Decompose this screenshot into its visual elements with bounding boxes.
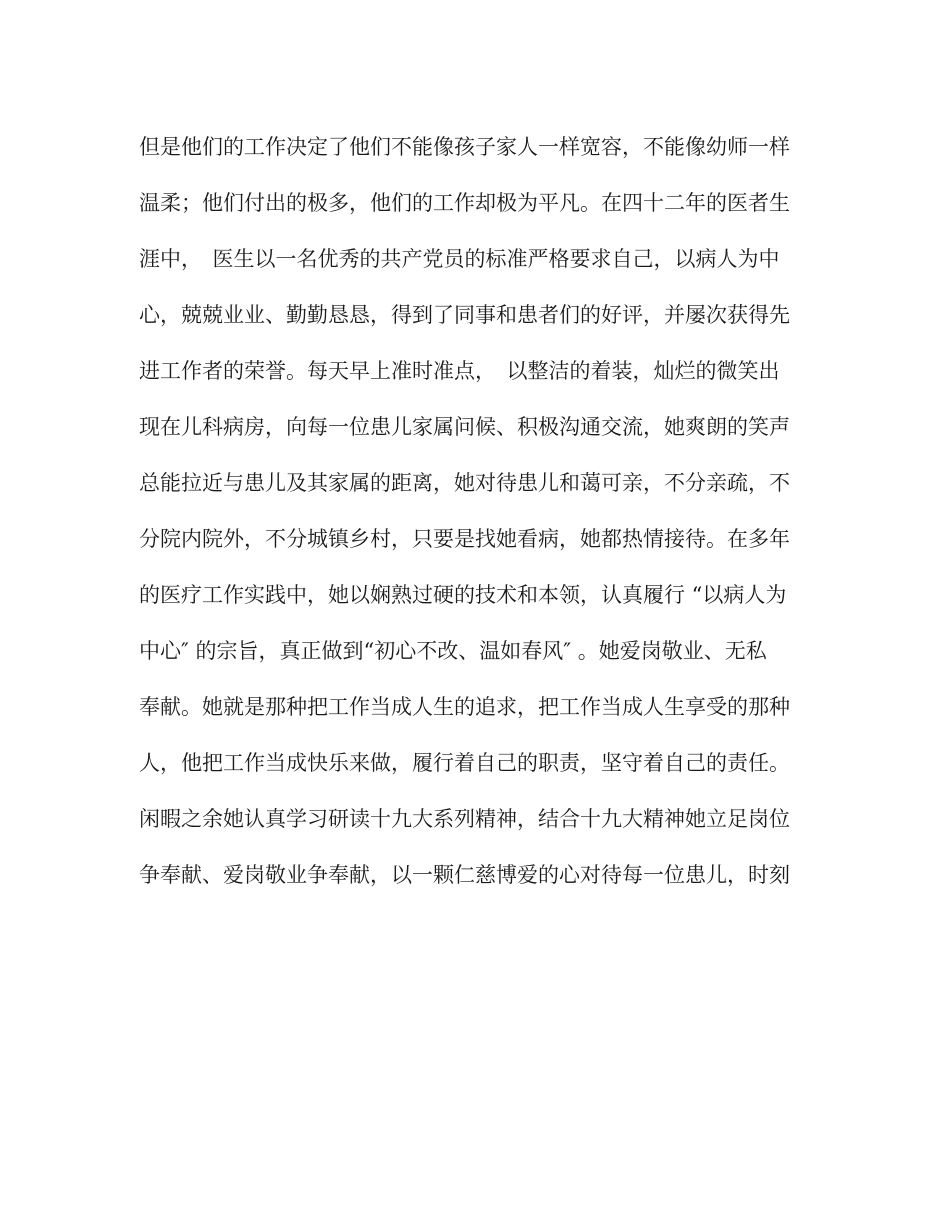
- text-line-8: 分院内院外，不分城镇乡村，只要是找她看病，她都热情接待。在多年: [139, 527, 790, 551]
- text-line-13: 闲暇之余她认真学习研读十九大系列精神，结合十九大精神她立足岗位: [139, 807, 790, 831]
- text-line-10: 中心″ 的宗旨，真正做到“初心不改、温如春风″ 。她爱岗敬业、无私: [139, 639, 767, 663]
- text-line-1: 但是他们的工作决定了他们不能像孩子家人一样宽容，不能像幼师一样: [139, 135, 790, 159]
- text-line-14: 争奉献、爱岗敬业争奉献，以一颗仁慈博爱的心对待每一位患儿，时刻: [139, 863, 790, 887]
- text-line-5: 进工作者的荣誉。每天早上准时准点， 以整洁的着装，灿烂的微笑出: [139, 359, 780, 383]
- text-line-7: 总能拉近与患儿及其家属的距离，她对待患儿和蔼可亲，不分亲疏，不: [139, 471, 790, 495]
- text-line-6: 现在儿科病房，向每一位患儿家属问候、积极沟通交流，她爽朗的笑声: [139, 415, 790, 439]
- text-line-12: 人，他把工作当成快乐来做，履行着自己的职责，坚守着自己的责任。: [139, 751, 790, 775]
- text-line-11: 奉献。她就是那种把工作当成人生的追求，把工作当成人生享受的那种: [139, 695, 790, 719]
- text-line-9: 的医疗工作实践中，她以娴熟过硬的技术和本领，认真履行 “以病人为: [139, 583, 787, 607]
- text-line-4: 心，兢兢业业、勤勤恳恳，得到了同事和患者们的好评，并屡次获得先: [139, 303, 790, 327]
- body-text: [139, 119, 819, 903]
- text-line-3: 涯中， 医生以一名优秀的共产党员的标准严格要求自己，以病人为中: [139, 247, 780, 271]
- text-line-2: 温柔；他们付出的极多，他们的工作却极为平凡。在四十二年的医者生: [139, 191, 790, 215]
